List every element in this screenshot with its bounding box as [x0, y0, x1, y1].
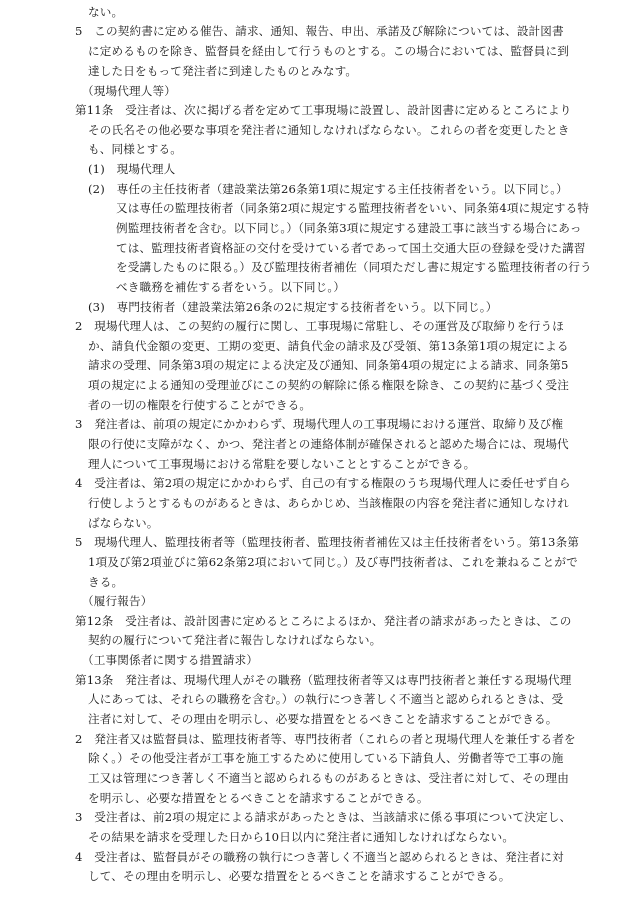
text-line: して、その理由を明示し、必要な措置をとるべきことを請求することができる。 — [88, 869, 511, 883]
text-line: に定めるものを除き、監督員を経由して行うものとする。この場合においては、監督員に到 — [88, 44, 570, 58]
text-line: 理人について工事現場における常駐を要しないこととすることができる。 — [88, 457, 476, 471]
text-line: を明示し、必要な措置をとるべきことを請求することができる。 — [88, 791, 429, 805]
article-12-line: 第12条 受注者は、設計図書に定めるところによるほか、発注者の請求があったときは、この — [75, 614, 572, 628]
text-line: か、請負代金額の変更、工期の変更、請負代金の請求及び受領、第13条第1項の規定による — [88, 339, 569, 353]
text-line: 限の行使に支障がなく、かつ、発注者との連絡体制が確保されると認めた場合には、現場代 — [88, 437, 569, 451]
text-line: 者の一切の権限を行使することができる。 — [88, 398, 312, 412]
text-line: 行使しようとするものがあるときは、あらかじめ、当該権限の内容を発注者に通知しなけれ — [88, 496, 570, 510]
text-line: べき職務を補佐する者をいう。以下同じ。） — [116, 280, 346, 294]
text-line: ては、監理技術者資格証の交付を受けている者であって国土交通大臣の登録を受けた講習 — [116, 241, 586, 255]
text-line: 契約の履行について発注者に報告しなければならない。 — [88, 633, 382, 647]
article-13-line: 第13条 発注者は、現場代理人がその職務（監理技術者等又は専門技術者と兼任する現場代理 — [75, 673, 572, 687]
text-line: きる。 — [88, 575, 124, 589]
text-line: その氏名その他必要な事項を発注者に通知しなければならない。これらの者を変更したとき — [88, 123, 570, 137]
text-line: ばならない。 — [88, 516, 159, 530]
text-line: 請求の受理、同条第3項の規定による決定及び通知、同条第4項の規定による請求、同条第5 — [88, 358, 569, 372]
text-line: 人にあっては、それらの職務を含む。）の執行につき著しく不適当と認められるときは、受 — [88, 692, 564, 706]
text-line: も、同様とする。 — [88, 142, 182, 156]
text-line: 除く。）その他受注者が工事を施工するために使用している下請負人、労働者等で工事の施 — [88, 751, 564, 765]
text-line: ない。 — [88, 5, 124, 19]
text-line: 工又は管理につき著しく不適当と認められるものがあるときは、受注者に対して、その理由 — [88, 771, 570, 785]
section-heading: （履行報告） — [82, 594, 153, 608]
section-heading: （現場代理人等） — [82, 84, 176, 98]
paragraph-2: 2 発注者又は監督員は、監理技術者等、専門技術者（これらの者と現場代理人を兼任する者を — [75, 732, 576, 746]
text-line: 項の規定による通知の受理並びにこの契約の解除に係る権限を除き、この契約に基づく受注 — [88, 378, 570, 392]
list-item-2: (2) 専任の主任技術者（建設業法第26条第1項に規定する主任技術者をいう。以下同じ。） — [88, 182, 568, 196]
paragraph-2: 2 現場代理人は、この契約の履行に関し、工事現場に常駐し、その運営及び取締りを行うほ — [75, 319, 565, 333]
text-line: 注者に対して、その理由を明示し、必要な措置をとるべきことを請求することができる。 — [88, 712, 558, 726]
section-heading: （工事関係者に関する措置請求） — [82, 653, 259, 667]
list-item-1: (1) 現場代理人 — [88, 162, 176, 176]
paragraph-4: 4 受注者は、第2項の規定にかかわらず、自己の有する権限のうち現場代理人に委任せず自ら — [75, 476, 571, 490]
text-line: その結果を請求を受理した日から10日以内に発注者に通知しなければならない。 — [88, 830, 515, 844]
list-item-3: (3) 専門技術者（建設業法第26条の2に規定する技術者をいう。以下同じ。） — [88, 300, 498, 314]
paragraph-3: 3 発注者は、前項の規定にかかわらず、現場代理人の工事現場における運営、取締り及び権 — [75, 417, 564, 431]
paragraph-4: 4 受注者は、監督員がその職務の執行につき著しく不適当と認められるときは、発注者に対 — [75, 850, 564, 864]
paragraph-3: 3 受注者は、前2項の規定による請求があったときは、当該請求に係る事項について決定し、 — [75, 810, 572, 824]
text-line: 5 この契約書に定める催告、請求、通知、報告、申出、承諾及び解除については、設計図書 — [75, 24, 564, 38]
text-line: を受講したものに限る。）及び監理技術者補佐（同項ただし書に規定する監理技術者の行う — [116, 260, 592, 274]
text-line: 1項及び第2項並びに第62条第2項において同じ。）及び専門技術者は、これを兼ねることがで — [88, 555, 578, 569]
text-line: 達した日をもって発注者に到達したものとみなす。 — [88, 64, 358, 78]
paragraph-5: 5 現場代理人、監理技術者等（監理技術者、監理技術者補佐又は主任技術者をいう。第13条第 — [75, 535, 580, 549]
article-11-line: 第11条 受注者は、次に掲げる者を定めて工事現場に設置し、設計図書に定めるところにより — [75, 103, 572, 117]
text-line: 例監理技術者を含む。以下同じ。）（同条第3項に規定する建設工事に該当する場合にあっ — [116, 221, 582, 235]
text-line: 又は専任の監理技術者（同条第2項に規定する監理技術者をいい、同条第4項に規定する特 — [116, 201, 590, 215]
